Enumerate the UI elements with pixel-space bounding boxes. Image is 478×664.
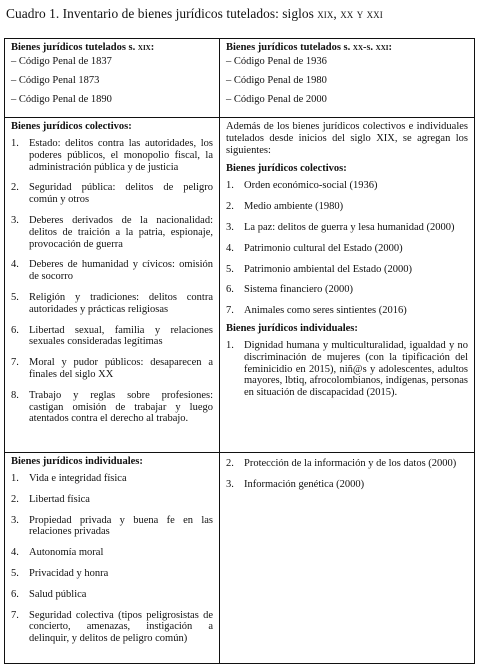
item-number: 2. [226,201,234,213]
cell-collective-right [220,118,475,453]
item-number: 4. [11,259,19,271]
item-text: Libertad física [29,493,90,505]
xx-xxi-code-1: – Código Penal de 1936 [226,56,327,67]
header-xix [11,42,213,53]
item-number: 1. [11,138,19,149]
item-text: Patrimonio cultural del Estado (2000) [244,242,403,254]
collective-left-item-6 [11,325,213,349]
header-xx-xxi [226,42,468,53]
inventory-table [4,38,475,664]
codes-list-right [226,56,468,105]
collective-left-list [11,138,213,425]
caption-text: Cuadro 1. Inventario de bienes jurídicos tutelados: siglos [6,6,318,21]
item-text: Privacidad y honra [29,567,109,579]
xix-code-2: – Código Penal 1873 [11,75,100,86]
item-text: Deberes de humanidad y cívicos: omisión de socorro [29,259,213,283]
individual-right-b-item-2 [226,479,468,491]
individual-left-item-3 [11,515,213,539]
individual-left-item-2 [11,494,213,506]
collective-left-item-3 [11,215,213,250]
item-number: 6. [226,284,234,296]
item-text: Animales como seres sintientes (2016) [244,305,407,317]
codes-list-left [11,56,213,105]
item-text: Estado: delitos contra las autoridades, los poderes públicos, el monopolio fiscal, la administración pública y de justicia [29,138,213,173]
collective-left-header: Bienes jurídicos colectivos: [11,121,132,132]
item-text: Seguridad pública: delitos de peligro común y otros [29,182,213,206]
item-text: Trabajo y reglas sobre profesiones: castigan omisión de trabajar y luego atentados contra el derecho al trabajo. [29,389,213,425]
item-number: 8. [11,389,19,401]
collective-left-item-1 [11,138,213,173]
item-text: Sistema financiero (2000) [244,284,354,296]
item-text: Seguridad colectiva (tipos peligrosistas de concierto, amenazas, instigación a delinquir, y delitos de peligro común) [29,609,213,645]
collective-right-item-7 [226,305,468,317]
collective-left-item-4 [11,259,213,283]
item-number: 1. [11,473,19,484]
individual-right-list-b [226,458,468,491]
individual-right-b-item-1 [226,458,468,470]
item-number: 5. [11,291,19,303]
item-text: Orden económico-social (1936) [244,180,378,192]
item-text: Libertad sexual, familia y relaciones sexuales consideradas legítimas [29,324,213,348]
collective-right-item-4 [226,243,468,255]
collective-left-item-2 [11,182,213,206]
item-text: Autonomía moral [29,547,104,559]
item-number: 6. [11,588,19,600]
collective-right-item-3 [226,222,468,234]
item-text: Información genética (2000) [244,478,365,490]
collective-left-item-8 [11,390,213,425]
individual-left-header: Bienes jurídicos individuales: [11,456,143,467]
xx-xxi-code-2: – Código Penal de 1980 [226,75,327,86]
item-text: Protección de la información y de los datos (2000) [244,458,457,469]
collective-left-item-7 [11,357,213,381]
collective-right-item-1 [226,180,468,192]
cell-collective-left [5,118,220,453]
cell-individual-right [220,453,475,664]
item-text: Religión y tradiciones: delitos contra autoridades y prácticas religiosas [29,291,213,315]
item-text: Salud pública [29,588,87,600]
collective-right-list [226,180,468,317]
header-xx-colon: : [388,42,392,53]
item-number: 6. [11,324,19,336]
collective-row [5,118,475,453]
individual-left-item-7 [11,610,213,645]
item-number: 2. [226,458,234,469]
individual-right-list-a [226,340,468,399]
cell-xx-xxi-codes [220,39,475,118]
cell-xix-codes [5,39,220,118]
item-text: Propiedad privada y buena fe en las relaciones privadas [29,514,213,538]
item-text: Vida e integridad física [29,473,127,484]
item-number: 4. [226,242,234,254]
item-number: 4. [11,547,19,559]
individual-right-a-item-1 [226,340,468,399]
header-row [5,39,475,118]
xix-code-1: – Código Penal de 1837 [11,56,112,67]
item-number: 2. [11,182,19,194]
item-text: Patrimonio ambiental del Estado (2000) [244,263,412,275]
item-number: 7. [11,609,19,621]
item-number: 3. [226,221,234,233]
individual-row [5,453,475,664]
xix-code-3: – Código Penal de 1890 [11,94,112,105]
collective-right-header: Bienes jurídicos colectivos: [226,163,347,175]
individual-left-item-6 [11,589,213,601]
table-caption [6,6,383,22]
xx-xxi-code-3: – Código Penal de 2000 [226,94,327,105]
item-number: 3. [226,478,234,490]
collective-right-intro: Además de los bienes jurídicos colectivos e individuales tutelados desde inicios del siglo XIX, se agregan los siguientes: [226,121,468,156]
individual-right-header: Bienes jurídicos individuales: [226,322,358,334]
individual-left-list [11,473,213,645]
cell-individual-left [5,453,220,664]
item-number: 3. [11,514,19,526]
collective-left-item-5 [11,292,213,316]
item-number: 1. [226,339,234,351]
item-text: Deberes derivados de la nacionalidad: delitos de traición a la patria, espionaje, provocación de guerra [29,214,213,250]
header-xx-century: xx-s. xxi [352,42,389,53]
item-number: 7. [11,357,19,369]
item-number: 5. [226,263,234,275]
item-number: 3. [11,214,19,226]
item-text: Moral y pudor públicos: desaparecen a finales del siglo XX [29,357,213,380]
caption-centuries: xix, xx y xxi [317,6,383,21]
collective-right-item-2 [226,201,468,213]
collective-right-item-6 [226,284,468,296]
individual-left-item-4 [11,547,213,559]
header-xix-century: xix [137,42,151,53]
item-number: 7. [226,305,234,317]
individual-left-item-5 [11,568,213,580]
item-text: La paz: delitos de guerra y lesa humanidad (2000) [244,221,455,233]
header-xix-text: Bienes jurídicos tutelados s. [11,42,138,53]
item-text: Medio ambiente (1980) [244,201,344,213]
collective-right-item-5 [226,264,468,276]
header-xix-colon: : [150,42,155,53]
item-number: 2. [11,493,19,505]
individual-left-item-1 [11,473,213,485]
item-number: 1. [226,180,234,192]
header-xx-text: Bienes jurídicos tutelados s. [226,42,353,53]
item-number: 5. [11,567,19,579]
item-text: Dignidad humana y multiculturalidad, igualdad y no discriminación de mujeres (con la tipificación del feminicidio en 2015), niñ@s y adolescentes, adultos mayores, lbtiq, afrocolombianos, indígenas, personas en situación de discapacidad (2015). [244,339,468,399]
